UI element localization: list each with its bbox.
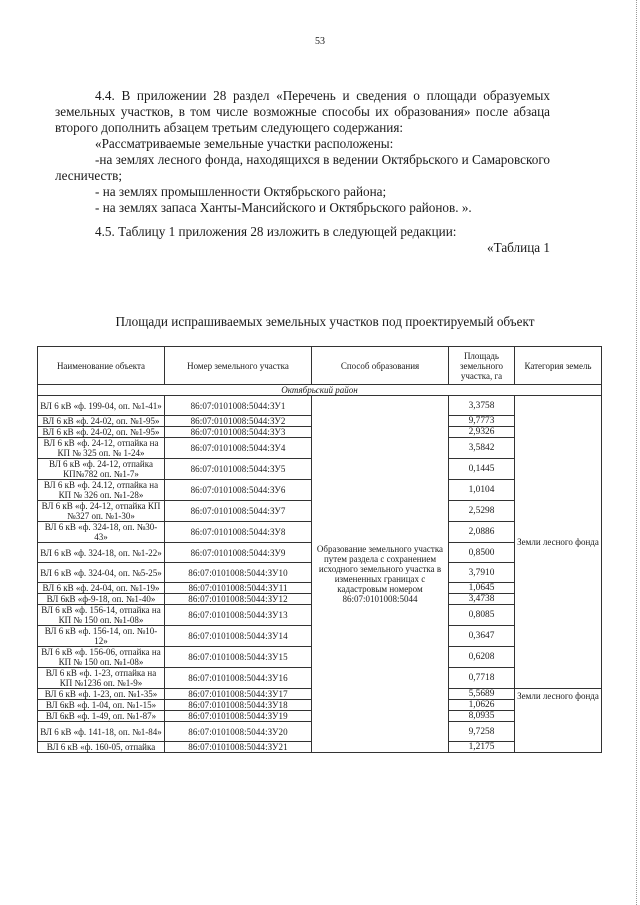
cell-area: 3,3758 xyxy=(449,396,515,416)
cell-object: ВЛ 6кВ «ф. 1-04, оп. №1-15» xyxy=(38,700,165,711)
page-edge-dots xyxy=(634,0,637,905)
cell-object: ВЛ 6 кВ «ф. 156-06, отпайка на КП № 150 оп. №1-08» xyxy=(38,647,165,668)
cell-parcel: 86:07:0101008:5044:ЗУ14 xyxy=(165,626,312,647)
cell-parcel: 86:07:0101008:5044:ЗУ4 xyxy=(165,438,312,459)
land-parcels-table xyxy=(37,346,602,753)
cell-object: ВЛ 6 кВ «ф. 156-14, отпайка на КП № 150 оп. №1-08» xyxy=(38,605,165,626)
cell-area: 3,5842 xyxy=(449,438,515,459)
cell-area: 2,9326 xyxy=(449,427,515,438)
cell-object: ВЛ 6 кВ «ф. 24.12, отпайка на КП № 326 оп. №1-28» xyxy=(38,480,165,501)
cell-object: ВЛ 6 кВ «ф. 324-04, оп. №5-25» xyxy=(38,563,165,583)
cell-area: 0,1445 xyxy=(449,459,515,480)
cell-parcel: 86:07:0101008:5044:ЗУ9 xyxy=(165,543,312,563)
header-object: Наименование объекта xyxy=(38,347,165,385)
cell-object: ВЛ 6кВ «ф. 1-49, оп. №1-87» xyxy=(38,711,165,722)
table-row xyxy=(38,396,602,416)
region-label: Октябрьский район xyxy=(38,385,602,396)
cell-object: ВЛ 6 кВ «ф. 160-05, отпайка xyxy=(38,742,165,753)
cell-area: 2,5298 xyxy=(449,501,515,522)
cell-parcel: 86:07:0101008:5044:ЗУ11 xyxy=(165,583,312,594)
paragraph-4-4: 4.4. В приложении 28 раздел «Перечень и сведения о площади образуемых земельных участков, в том числе возможные способы их образования» после абзаца второго дополнить абзацем третьим следующего содержания: xyxy=(55,88,550,135)
region-row xyxy=(38,385,602,396)
table-caption: Площади испрашиваемых земельных участков под проектируемый объект xyxy=(115,314,535,329)
cell-area: 1,0645 xyxy=(449,583,515,594)
cell-parcel: 86:07:0101008:5044:ЗУ12 xyxy=(165,594,312,605)
paragraph-located: «Рассматриваемые земельные участки расположены: xyxy=(95,136,394,151)
cell-category: Земли лесного фонда xyxy=(515,396,602,689)
cell-area: 2,0886 xyxy=(449,522,515,543)
cell-parcel: 86:07:0101008:5044:ЗУ5 xyxy=(165,459,312,480)
cell-parcel: 86:07:0101008:5044:ЗУ20 xyxy=(165,722,312,742)
cell-area: 8,0935 xyxy=(449,711,515,722)
header-parcel: Номер земельного участка xyxy=(165,347,312,385)
cell-parcel: 86:07:0101008:5044:ЗУ6 xyxy=(165,480,312,501)
table-header-row xyxy=(38,347,602,385)
cell-object: ВЛ 6 кВ «ф. 24-04, оп. №1-19» xyxy=(38,583,165,594)
cell-object: ВЛ 6 кВ «ф. 1-23, оп. №1-35» xyxy=(38,689,165,700)
cell-area: 1,0104 xyxy=(449,480,515,501)
cell-area: 9,7773 xyxy=(449,416,515,427)
cell-parcel: 86:07:0101008:5044:ЗУ13 xyxy=(165,605,312,626)
cell-area: 1,0626 xyxy=(449,700,515,711)
cell-object: ВЛ 6 кВ «ф. 24-02, оп. №1-95» xyxy=(38,416,165,427)
cell-object: ВЛ 6 кВ «ф. 156-14, оп. №10-12» xyxy=(38,626,165,647)
cell-object: ВЛ 6 кВ «ф. 141-18, оп. №1-84» xyxy=(38,722,165,742)
cell-parcel: 86:07:0101008:5044:ЗУ16 xyxy=(165,668,312,689)
cell-parcel: 86:07:0101008:5044:ЗУ17 xyxy=(165,689,312,700)
cell-area: 0,8085 xyxy=(449,605,515,626)
cell-object: ВЛ 6 кВ «ф. 324-18, оп. №1-22» xyxy=(38,543,165,563)
cell-object: ВЛ 6 кВ «ф. 324-18, оп. №30-43» xyxy=(38,522,165,543)
paragraph-4-5: 4.5. Таблицу 1 приложения 28 изложить в следующей редакции: xyxy=(95,224,457,239)
header-method: Способ образования xyxy=(312,347,449,385)
cell-object: ВЛ 6 кВ «ф. 199-04, оп. №1-41» xyxy=(38,396,165,416)
cell-area: 0,7718 xyxy=(449,668,515,689)
cell-parcel: 86:07:0101008:5044:ЗУ1 xyxy=(165,396,312,416)
cell-category-2: Земли лесного фонда xyxy=(515,689,602,753)
paragraph-reserve: - на землях запаса Ханты-Мансийского и Октябрьского районов. ». xyxy=(95,200,472,215)
header-category: Категория земель xyxy=(515,347,602,385)
cell-area: 3,4738 xyxy=(449,594,515,605)
cell-object: ВЛ 6 кВ «ф. 24-12, отпайка на КП № 325 оп. № 1-24» xyxy=(38,438,165,459)
cell-parcel: 86:07:0101008:5044:ЗУ19 xyxy=(165,711,312,722)
cell-area: 0,8500 xyxy=(449,543,515,563)
cell-area: 1,2175 xyxy=(449,742,515,753)
cell-area: 0,3647 xyxy=(449,626,515,647)
cell-object: ВЛ 6кВ «ф-9-18, оп. №1-40» xyxy=(38,594,165,605)
table-label: «Таблица 1 xyxy=(487,240,550,255)
paragraph-forest-fund: -на землях лесного фонда, находящихся в ведении Октябрьского и Самаровского лесничеств; xyxy=(55,152,550,183)
cell-parcel: 86:07:0101008:5044:ЗУ3 xyxy=(165,427,312,438)
cell-parcel: 86:07:0101008:5044:ЗУ15 xyxy=(165,647,312,668)
cell-area: 9,7258 xyxy=(449,722,515,742)
cell-object: ВЛ 6 кВ «ф. 1-23, отпайка на КП №1236 оп. №1-9» xyxy=(38,668,165,689)
cell-object: ВЛ 6 кВ «ф. 24-02, оп. №1-95» xyxy=(38,427,165,438)
header-area: Площадь земельного участка, га xyxy=(449,347,515,385)
amendment-text xyxy=(55,88,550,256)
page-number: 53 xyxy=(315,36,325,47)
cell-area: 0,6208 xyxy=(449,647,515,668)
paragraph-industry: - на землях промышленности Октябрьского района; xyxy=(95,184,387,199)
cell-object: ВЛ 6 кВ «ф. 24-12, отпайка КП№782 оп. №1-7» xyxy=(38,459,165,480)
cell-parcel: 86:07:0101008:5044:ЗУ2 xyxy=(165,416,312,427)
cell-area: 3,7910 xyxy=(449,563,515,583)
cell-object: ВЛ 6 кВ «ф. 24-12, отпайка КП №327 оп. №1-30» xyxy=(38,501,165,522)
cell-parcel: 86:07:0101008:5044:ЗУ21 xyxy=(165,742,312,753)
cell-area: 5,5689 xyxy=(449,689,515,700)
cell-parcel: 86:07:0101008:5044:ЗУ7 xyxy=(165,501,312,522)
cell-method: Образование земельного участка путем раздела с сохранением исходного земельного участка в измененных границах с кадастровым номером 86:07:0101008:5044 xyxy=(312,396,449,753)
cell-parcel: 86:07:0101008:5044:ЗУ18 xyxy=(165,700,312,711)
cell-parcel: 86:07:0101008:5044:ЗУ8 xyxy=(165,522,312,543)
cell-parcel: 86:07:0101008:5044:ЗУ10 xyxy=(165,563,312,583)
